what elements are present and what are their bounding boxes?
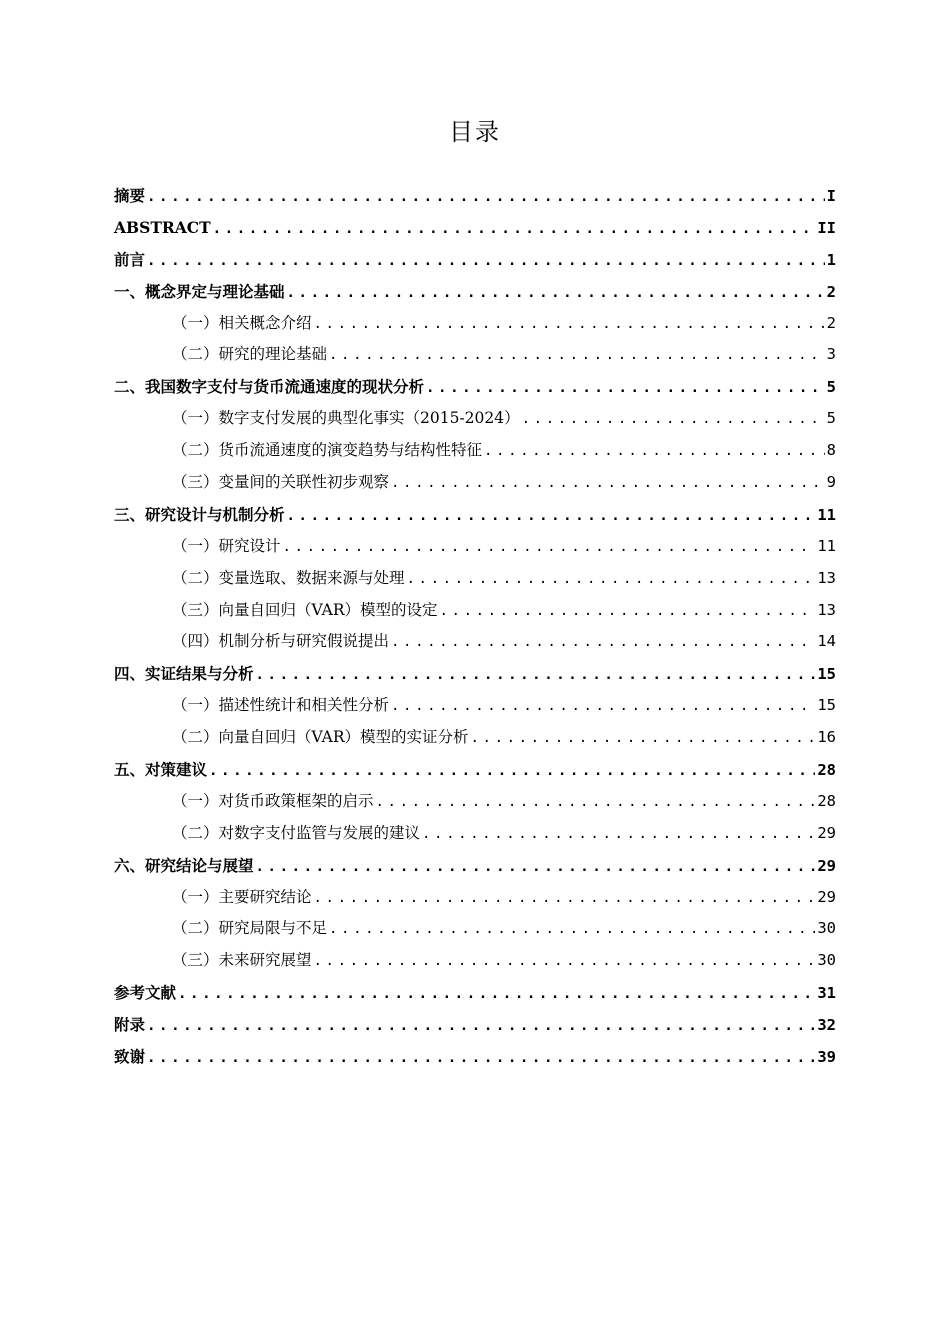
toc-entry-page: 11 — [817, 505, 836, 524]
toc-dot-leader — [314, 946, 816, 978]
toc-entry-label: 致谢 — [114, 1047, 146, 1067]
toc-entry-page: 29 — [817, 887, 836, 906]
toc-entry-label: 三、研究设计与机制分析 — [114, 504, 285, 524]
toc-dot-leader — [287, 278, 825, 310]
toc-entry-label: （三）未来研究展望 — [172, 951, 312, 970]
toc-entry-label: （一）描述性统计和相关性分析 — [172, 696, 390, 715]
toc-entry-label: 六、研究结论与展望 — [114, 855, 254, 875]
toc-entry[interactable] — [114, 339, 836, 371]
toc-entry[interactable] — [114, 945, 836, 977]
toc-dot-leader — [391, 627, 815, 659]
toc-entry-page: 13 — [817, 600, 836, 619]
table-of-contents — [114, 180, 836, 1073]
toc-entry-label: 前言 — [114, 249, 146, 269]
toc-entry[interactable] — [114, 499, 836, 531]
toc-entry-page: 13 — [817, 568, 836, 587]
toc-entry-label: 一、概念界定与理论基础 — [114, 281, 285, 301]
toc-dot-leader — [391, 468, 825, 500]
toc-entry-page: 31 — [817, 984, 836, 1003]
toc-entry-page: 30 — [817, 919, 836, 938]
toc-entry[interactable] — [114, 786, 836, 818]
toc-entry-page: 29 — [817, 856, 836, 875]
toc-dot-leader — [147, 1011, 815, 1043]
toc-entry-page: 1 — [826, 250, 836, 269]
toc-entry-label: （一）数字支付发展的典型化事实（2015-2024） — [172, 409, 520, 428]
toc-entry[interactable] — [114, 276, 836, 308]
toc-entry[interactable] — [114, 1041, 836, 1073]
toc-dot-leader — [471, 723, 816, 755]
toc-entry-page: 8 — [826, 441, 836, 460]
toc-entry[interactable] — [114, 1009, 836, 1041]
toc-dot-leader — [314, 309, 825, 341]
toc-entry-page: 9 — [826, 473, 836, 492]
toc-entry-page: 28 — [817, 791, 836, 810]
toc-dot-leader — [484, 436, 825, 468]
toc-entry-label: （二）研究的理论基础 — [172, 345, 328, 364]
toc-entry-label: （二）变量选取、数据来源与处理 — [172, 568, 405, 587]
toc-entry-page: 5 — [826, 378, 836, 397]
toc-entry-page: I — [826, 187, 836, 205]
toc-entry[interactable] — [114, 818, 836, 850]
toc-entry-label: 摘要 — [114, 186, 146, 205]
toc-entry-page: 30 — [817, 951, 836, 970]
toc-entry[interactable] — [114, 722, 836, 754]
toc-entry-label: （二）研究局限与不足 — [172, 919, 328, 938]
toc-entry[interactable] — [114, 595, 836, 627]
toc-entry-label: 二、我国数字支付与货币流通速度的现状分析 — [114, 377, 425, 397]
toc-entry[interactable] — [114, 403, 836, 435]
toc-dot-leader — [329, 340, 825, 372]
toc-entry-page: 5 — [826, 409, 836, 428]
toc-entry-label: （二）货币流通速度的演变趋势与结构性特征 — [172, 441, 483, 460]
toc-entry-page: 39 — [817, 1048, 836, 1067]
toc-entry-label: 四、实证结果与分析 — [114, 664, 254, 684]
toc-dot-leader — [426, 373, 825, 405]
toc-entry[interactable] — [114, 435, 836, 467]
toc-entry-label: （一）对货币政策框架的启示 — [172, 791, 374, 810]
toc-entry-page: 11 — [817, 536, 836, 555]
toc-dot-leader — [213, 214, 816, 246]
toc-dot-leader — [256, 660, 816, 692]
toc-entry-label: （一）主要研究结论 — [172, 887, 312, 906]
toc-dot-leader — [329, 914, 815, 946]
toc-entry[interactable] — [114, 658, 836, 690]
toc-entry[interactable] — [114, 563, 836, 595]
toc-entry[interactable] — [114, 913, 836, 945]
toc-entry-label: （一）相关概念介绍 — [172, 313, 312, 332]
toc-entry-label: （四）机制分析与研究假说提出 — [172, 632, 390, 651]
toc-entry[interactable] — [114, 850, 836, 882]
toc-entry-label: 附录 — [114, 1015, 146, 1035]
toc-dot-leader — [391, 691, 815, 723]
toc-entry-page: 15 — [817, 665, 836, 684]
toc-entry[interactable] — [114, 754, 836, 786]
toc-entry-label: ABSTRACT — [114, 217, 211, 237]
toc-entry[interactable] — [114, 244, 836, 276]
toc-entry-page: 15 — [817, 696, 836, 715]
toc-entry-page: 2 — [826, 282, 836, 301]
toc-dot-leader — [422, 819, 815, 851]
toc-entry[interactable] — [114, 212, 836, 244]
toc-entry-page: 29 — [817, 823, 836, 842]
toc-entry-label: （三）向量自回归（VAR）模型的设定 — [172, 600, 438, 619]
toc-entry-page: 28 — [817, 761, 836, 780]
toc-entry[interactable] — [114, 308, 836, 340]
toc-entry[interactable] — [114, 467, 836, 499]
toc-dot-leader — [256, 852, 816, 884]
toc-dot-leader — [376, 787, 816, 819]
toc-entry-label: （一）研究设计 — [172, 536, 281, 555]
toc-dot-leader — [209, 756, 815, 788]
toc-entry-page: 14 — [817, 632, 836, 651]
toc-entry-page: II — [817, 218, 836, 237]
toc-entry[interactable] — [114, 690, 836, 722]
toc-entry-page: 3 — [826, 345, 836, 364]
toc-entry[interactable] — [114, 626, 836, 658]
page-title: 目录 — [449, 118, 501, 146]
toc-dot-leader — [178, 979, 815, 1011]
toc-dot-leader — [314, 883, 816, 915]
toc-dot-leader — [287, 501, 816, 533]
toc-dot-leader — [147, 1043, 815, 1075]
toc-entry-label: 参考文献 — [114, 983, 177, 1003]
toc-dot-leader — [407, 564, 816, 596]
toc-dot-leader — [522, 404, 825, 436]
toc-entry[interactable] — [114, 882, 836, 914]
toc-entry-label: 五、对策建议 — [114, 760, 208, 780]
toc-entry-page: 2 — [826, 313, 836, 332]
toc-dot-leader — [283, 532, 816, 564]
toc-entry[interactable] — [114, 531, 836, 563]
toc-entry-label: （二）向量自回归（VAR）模型的实证分析 — [172, 728, 469, 747]
toc-entry-label: （三）变量间的关联性初步观察 — [172, 473, 390, 492]
toc-entry-page: 16 — [817, 728, 836, 747]
toc-entry[interactable] — [114, 371, 836, 403]
toc-entry-page: 32 — [817, 1016, 836, 1035]
toc-entry[interactable] — [114, 977, 836, 1009]
toc-entry[interactable] — [114, 180, 836, 212]
toc-dot-leader — [147, 246, 825, 278]
toc-entry-label: （二）对数字支付监管与发展的建议 — [172, 823, 421, 842]
toc-dot-leader — [440, 596, 816, 628]
toc-dot-leader — [147, 182, 825, 214]
